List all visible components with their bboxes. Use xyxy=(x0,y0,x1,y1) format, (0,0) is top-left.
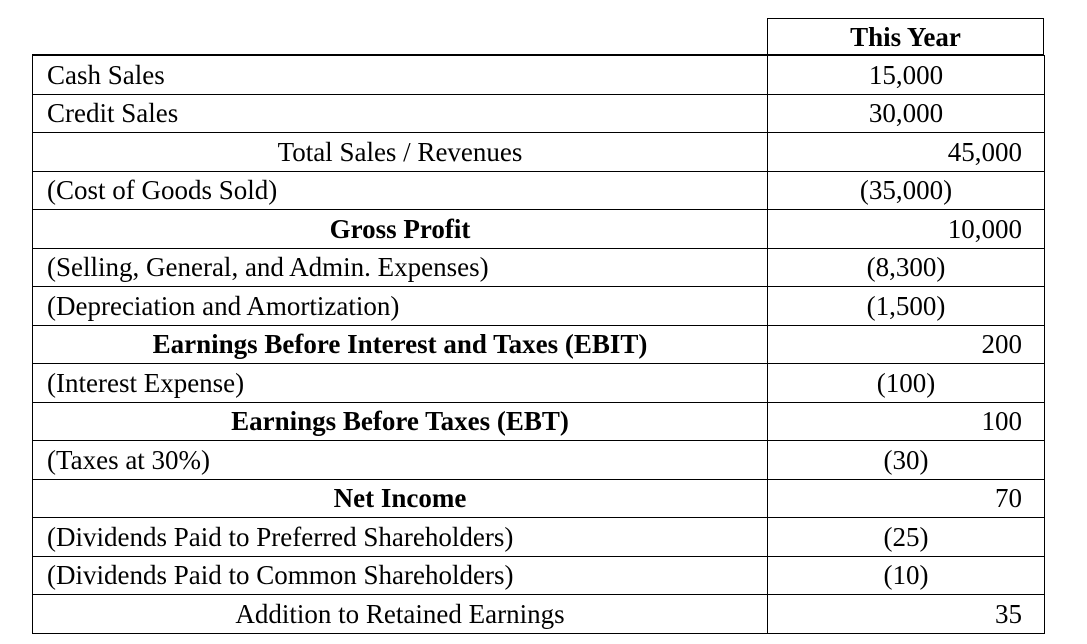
row-sga xyxy=(33,248,1045,287)
row-depreciation xyxy=(33,287,1045,326)
row-common-dividends xyxy=(33,556,1045,595)
row-ebit xyxy=(33,325,1045,364)
header-spacer xyxy=(32,18,767,55)
row-value: (30) xyxy=(768,441,1045,480)
row-label: (Selling, General, and Admin. Expenses) xyxy=(33,248,768,287)
row-value: 15,000 xyxy=(768,56,1045,95)
row-label: (Dividends Paid to Preferred Shareholders) xyxy=(33,518,768,557)
row-label: (Interest Expense) xyxy=(33,364,768,403)
column-header-this-year: This Year xyxy=(767,18,1044,55)
row-label: (Depreciation and Amortization) xyxy=(33,287,768,326)
row-value: (8,300) xyxy=(768,248,1045,287)
row-label: Addition to Retained Earnings xyxy=(33,595,768,634)
income-statement-table xyxy=(32,55,1045,634)
row-value: (25) xyxy=(768,518,1045,557)
row-value: 10,000 xyxy=(768,210,1045,249)
row-value: 100 xyxy=(768,402,1045,441)
row-value: 45,000 xyxy=(768,133,1045,172)
row-cogs xyxy=(33,171,1045,210)
row-label: Total Sales / Revenues xyxy=(33,133,768,172)
income-statement xyxy=(32,18,1044,634)
row-preferred-dividends xyxy=(33,518,1045,557)
row-total-sales xyxy=(33,133,1045,172)
row-value: 200 xyxy=(768,325,1045,364)
row-label: (Taxes at 30%) xyxy=(33,441,768,480)
row-retained-earnings xyxy=(33,595,1045,634)
row-label: Earnings Before Taxes (EBT) xyxy=(33,402,768,441)
row-interest-expense xyxy=(33,364,1045,403)
row-credit-sales xyxy=(33,94,1045,133)
row-value: 30,000 xyxy=(768,94,1045,133)
row-label: (Cost of Goods Sold) xyxy=(33,171,768,210)
row-label: Credit Sales xyxy=(33,94,768,133)
row-gross-profit xyxy=(33,210,1045,249)
row-taxes xyxy=(33,441,1045,480)
row-value: (35,000) xyxy=(768,171,1045,210)
row-label: Net Income xyxy=(33,479,768,518)
row-value: (100) xyxy=(768,364,1045,403)
row-label: Gross Profit xyxy=(33,210,768,249)
row-label: Cash Sales xyxy=(33,56,768,95)
header-row xyxy=(32,18,1044,55)
row-value: 35 xyxy=(768,595,1045,634)
row-cash-sales xyxy=(33,56,1045,95)
row-value: (1,500) xyxy=(768,287,1045,326)
row-label: (Dividends Paid to Common Shareholders) xyxy=(33,556,768,595)
row-value: 70 xyxy=(768,479,1045,518)
row-label: Earnings Before Interest and Taxes (EBIT) xyxy=(33,325,768,364)
row-value: (10) xyxy=(768,556,1045,595)
row-net-income xyxy=(33,479,1045,518)
row-ebt xyxy=(33,402,1045,441)
